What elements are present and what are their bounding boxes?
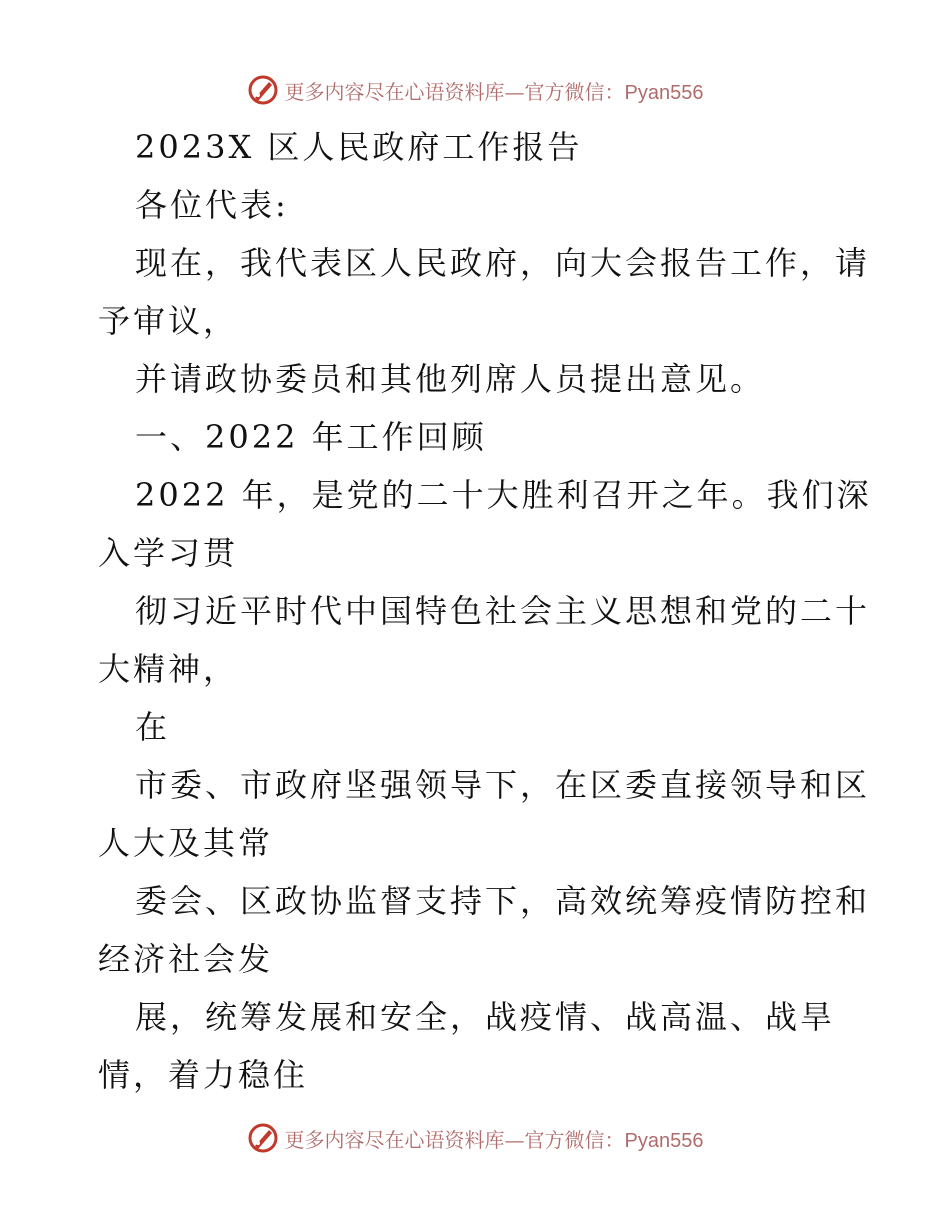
paragraph-line: 彻习近平时代中国特色社会主义思想和党的二十 xyxy=(135,592,871,630)
paragraph-line: 予审议， xyxy=(98,302,239,340)
paragraph-line: 经济社会发 xyxy=(98,940,274,978)
paragraph-line: 情，着力稳住 xyxy=(98,1056,309,1094)
paragraph-line: 2023X 区人民政府工作报告 xyxy=(135,128,583,166)
paragraph-line: 并请政协委员和其他列席人员提出意见。 xyxy=(135,360,766,398)
paragraph-line: 人大及其常 xyxy=(98,824,274,862)
paragraph-line: 展，统筹发展和安全，战疫情、战高温、战旱 xyxy=(135,998,836,1036)
paragraph-line: 委会、区政协监督支持下，高效统筹疫情防控和 xyxy=(135,882,871,920)
paragraph-line: 大精神， xyxy=(98,650,239,688)
paragraph-line: 在 xyxy=(135,708,171,746)
watermark-text: 更多内容尽在心语资料库—官方微信：Pyan556 xyxy=(284,1127,704,1152)
paragraph-line: 2022 年，是党的二十大胜利召开之年。我们深 xyxy=(135,476,872,514)
paragraph-line: 各位代表: xyxy=(135,186,289,224)
watermark-footer xyxy=(0,1118,950,1158)
paragraph-line: 市委、市政府坚强领导下，在区委直接领导和区 xyxy=(135,766,871,804)
paragraph-line: 一、2022 年工作回顾 xyxy=(135,418,487,456)
pen-logo-icon xyxy=(247,1122,279,1154)
watermark-header xyxy=(0,70,950,110)
paragraph-line: 入学习贯 xyxy=(98,534,239,572)
paragraph-line: 现在，我代表区人民政府，向大会报告工作，请 xyxy=(135,244,871,282)
pen-logo-icon xyxy=(247,74,279,106)
watermark-handle: Pyan556 xyxy=(624,1129,704,1152)
watermark-text: 更多内容尽在心语资料库—官方微信：Pyan556 xyxy=(284,79,704,104)
watermark-handle: Pyan556 xyxy=(624,81,704,104)
document-body xyxy=(98,118,872,1104)
